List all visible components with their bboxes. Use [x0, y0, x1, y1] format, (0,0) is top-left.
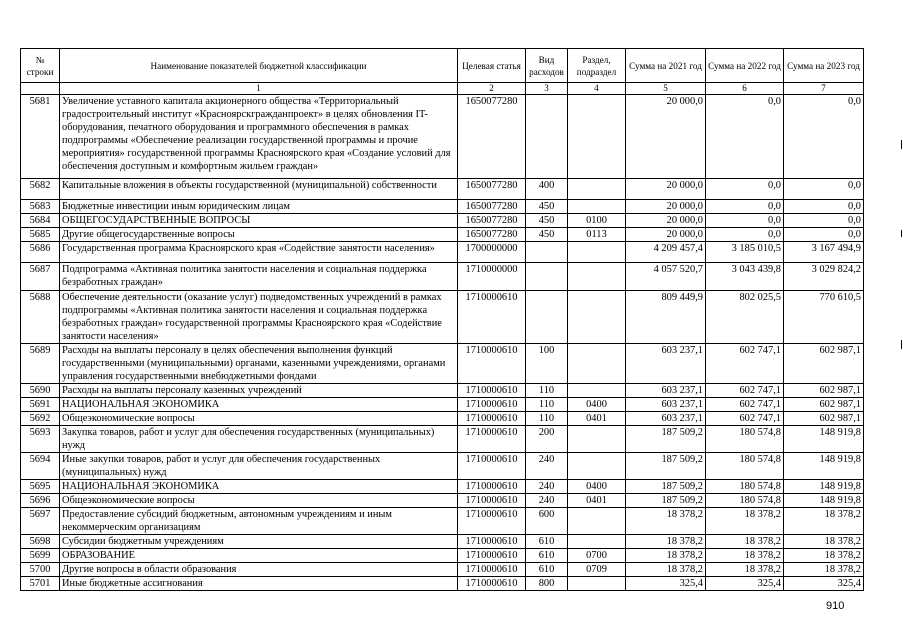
table-row [21, 95, 864, 179]
table-row [21, 412, 864, 426]
target-article: 1700000000 [458, 242, 526, 263]
target-article: 1710000610 [458, 577, 526, 591]
row-name: Общеэкономические вопросы [60, 412, 458, 426]
header-row-number: № строки [21, 49, 60, 83]
section-code [568, 95, 626, 179]
sum-2022: 602 747,1 [706, 398, 784, 412]
sum-2023: 148 919,8 [784, 480, 864, 494]
section-code: 0400 [568, 480, 626, 494]
table-row [21, 480, 864, 494]
table-row [21, 242, 864, 263]
row-name: Обеспечение деятельности (оказание услуг) подведомственных учреждений в рамках подпрограммы «Активная политика занятости населения и социальная поддержка безработных граждан» государственной программы Красноярского края «Содействие занятости населения» [60, 291, 458, 344]
table-row [21, 398, 864, 412]
sum-2021: 603 237,1 [626, 384, 706, 398]
target-article: 1710000610 [458, 412, 526, 426]
target-article: 1710000610 [458, 480, 526, 494]
target-article: 1710000610 [458, 453, 526, 480]
expense-type [526, 242, 568, 263]
sum-2021: 18 378,2 [626, 549, 706, 563]
sum-2023: 770 610,5 [784, 291, 864, 344]
target-article: 1650077280 [458, 179, 526, 200]
target-article: 1710000610 [458, 398, 526, 412]
header-sum-2023: Сумма на 2023 год [784, 49, 864, 83]
expense-type [526, 95, 568, 179]
sum-2023: 602 987,1 [784, 412, 864, 426]
expense-type: 110 [526, 384, 568, 398]
sum-2022: 3 185 010,5 [706, 242, 784, 263]
table-row [21, 563, 864, 577]
expense-type: 110 [526, 412, 568, 426]
sum-2022: 602 747,1 [706, 384, 784, 398]
column-number: 6 [706, 83, 784, 95]
sum-2022: 0,0 [706, 214, 784, 228]
sum-2022: 18 378,2 [706, 535, 784, 549]
table-row [21, 426, 864, 453]
sum-2022: 602 747,1 [706, 344, 784, 384]
sum-2023: 0,0 [784, 179, 864, 200]
header-name: Наименование показателей бюджетной классификации [60, 49, 458, 83]
sum-2023: 602 987,1 [784, 398, 864, 412]
section-code [568, 344, 626, 384]
table-row [21, 291, 864, 344]
row-number: 5700 [21, 563, 60, 577]
sum-2022: 180 574,8 [706, 494, 784, 508]
row-number: 5696 [21, 494, 60, 508]
table-row [21, 179, 864, 200]
sum-2023: 602 987,1 [784, 344, 864, 384]
table-row [21, 263, 864, 291]
sum-2023: 325,4 [784, 577, 864, 591]
row-number: 5697 [21, 508, 60, 535]
header-section: Раздел, подраздел [568, 49, 626, 83]
row-name: ОБРАЗОВАНИЕ [60, 549, 458, 563]
table-row [21, 535, 864, 549]
sum-2022: 802 025,5 [706, 291, 784, 344]
expense-type: 240 [526, 453, 568, 480]
sum-2022: 180 574,8 [706, 426, 784, 453]
column-number: 1 [60, 83, 458, 95]
row-number: 5694 [21, 453, 60, 480]
section-code [568, 453, 626, 480]
sum-2021: 20 000,0 [626, 200, 706, 214]
row-name: Другие вопросы в области образования [60, 563, 458, 577]
row-name: Расходы на выплаты персоналу казенных учреждений [60, 384, 458, 398]
sum-2023: 0,0 [784, 214, 864, 228]
expense-type: 450 [526, 214, 568, 228]
target-article: 1710000610 [458, 291, 526, 344]
row-number: 5695 [21, 480, 60, 494]
row-name: НАЦИОНАЛЬНАЯ ЭКОНОМИКА [60, 398, 458, 412]
expense-type: 240 [526, 494, 568, 508]
section-code: 0401 [568, 494, 626, 508]
target-article: 1710000610 [458, 494, 526, 508]
row-name: Субсидии бюджетным учреждениям [60, 535, 458, 549]
sum-2023: 18 378,2 [784, 535, 864, 549]
sum-2021: 187 509,2 [626, 426, 706, 453]
section-code: 0401 [568, 412, 626, 426]
target-article: 1710000610 [458, 426, 526, 453]
sum-2022: 18 378,2 [706, 563, 784, 577]
row-number: 5689 [21, 344, 60, 384]
section-code [568, 426, 626, 453]
row-number: 5701 [21, 577, 60, 591]
sum-2021: 809 449,9 [626, 291, 706, 344]
row-number: 5688 [21, 291, 60, 344]
section-code [568, 577, 626, 591]
row-name: Другие общегосударственные вопросы [60, 228, 458, 242]
row-number: 5683 [21, 200, 60, 214]
sum-2021: 603 237,1 [626, 412, 706, 426]
header-expense-type: Вид расходов [526, 49, 568, 83]
expense-type [526, 263, 568, 291]
table-row [21, 344, 864, 384]
sum-2022: 325,4 [706, 577, 784, 591]
sum-2023: 18 378,2 [784, 549, 864, 563]
row-name: Подпрограмма «Активная политика занятости населения и социальная поддержка безработных граждан» [60, 263, 458, 291]
column-number: 4 [568, 83, 626, 95]
table-row [21, 494, 864, 508]
target-article: 1710000610 [458, 535, 526, 549]
row-number: 5693 [21, 426, 60, 453]
sum-2023: 0,0 [784, 95, 864, 179]
sum-2022: 180 574,8 [706, 453, 784, 480]
row-name: Бюджетные инвестиции иным юридическим лицам [60, 200, 458, 214]
row-name: Расходы на выплаты персоналу в целях обеспечения выполнения функций государственными (муниципальными) органами, казенными учреждениями, органами управления государственными внебюджетными фондами [60, 344, 458, 384]
sum-2023: 602 987,1 [784, 384, 864, 398]
sum-2021: 18 378,2 [626, 508, 706, 535]
row-number: 5682 [21, 179, 60, 200]
target-article: 1710000610 [458, 549, 526, 563]
expense-type: 610 [526, 563, 568, 577]
expense-type: 200 [526, 426, 568, 453]
row-name: НАЦИОНАЛЬНАЯ ЭКОНОМИКА [60, 480, 458, 494]
expense-type: 400 [526, 179, 568, 200]
sum-2022: 18 378,2 [706, 549, 784, 563]
sum-2021: 325,4 [626, 577, 706, 591]
sum-2023: 18 378,2 [784, 508, 864, 535]
sum-2022: 0,0 [706, 95, 784, 179]
section-code [568, 263, 626, 291]
sum-2021: 187 509,2 [626, 480, 706, 494]
header-target-article: Целевая статья [458, 49, 526, 83]
column-number: 7 [784, 83, 864, 95]
sum-2021: 20 000,0 [626, 179, 706, 200]
row-name: Капитальные вложения в объекты государственной (муниципальной) собственности [60, 179, 458, 200]
table-row [21, 214, 864, 228]
column-number [21, 83, 60, 95]
section-code [568, 508, 626, 535]
sum-2023: 3 167 494,9 [784, 242, 864, 263]
section-code: 0113 [568, 228, 626, 242]
sum-2023: 148 919,8 [784, 453, 864, 480]
section-code: 0709 [568, 563, 626, 577]
sum-2021: 4 057 520,7 [626, 263, 706, 291]
budget-table [20, 48, 864, 591]
sum-2023: 148 919,8 [784, 426, 864, 453]
margin-mark [901, 340, 902, 349]
section-code: 0700 [568, 549, 626, 563]
row-number: 5691 [21, 398, 60, 412]
section-code [568, 179, 626, 200]
expense-type: 450 [526, 200, 568, 214]
row-name: Предоставление субсидий бюджетным, автономным учреждениям и иным некоммерческим организациям [60, 508, 458, 535]
target-article: 1710000610 [458, 344, 526, 384]
section-code [568, 291, 626, 344]
header-row [21, 49, 864, 83]
row-name: Общеэкономические вопросы [60, 494, 458, 508]
target-article: 1650077280 [458, 95, 526, 179]
sum-2022: 180 574,8 [706, 480, 784, 494]
sum-2021: 4 209 457,4 [626, 242, 706, 263]
sum-2022: 0,0 [706, 179, 784, 200]
row-number: 5681 [21, 95, 60, 179]
row-name: Закупка товаров, работ и услуг для обеспечения государственных (муниципальных) нужд [60, 426, 458, 453]
column-number: 5 [626, 83, 706, 95]
row-name: Иные закупки товаров, работ и услуг для обеспечения государственных (муниципальных) нужд [60, 453, 458, 480]
sum-2023: 0,0 [784, 228, 864, 242]
row-number: 5699 [21, 549, 60, 563]
expense-type: 240 [526, 480, 568, 494]
row-name: Государственная программа Красноярского края «Содействие занятости населения» [60, 242, 458, 263]
sum-2021: 20 000,0 [626, 95, 706, 179]
sum-2023: 148 919,8 [784, 494, 864, 508]
header-sum-2022: Сумма на 2022 год [706, 49, 784, 83]
target-article: 1650077280 [458, 228, 526, 242]
expense-type: 600 [526, 508, 568, 535]
section-code: 0100 [568, 214, 626, 228]
target-article: 1650077280 [458, 200, 526, 214]
sum-2021: 187 509,2 [626, 494, 706, 508]
row-number: 5686 [21, 242, 60, 263]
sum-2023: 0,0 [784, 200, 864, 214]
target-article: 1710000610 [458, 508, 526, 535]
section-code [568, 200, 626, 214]
header-sum-2021: Сумма на 2021 год [626, 49, 706, 83]
sum-2021: 18 378,2 [626, 535, 706, 549]
table-row [21, 200, 864, 214]
sum-2022: 0,0 [706, 200, 784, 214]
row-name: ОБЩЕГОСУДАРСТВЕННЫЕ ВОПРОСЫ [60, 214, 458, 228]
column-number-row [21, 83, 864, 95]
row-number: 5685 [21, 228, 60, 242]
target-article: 1650077280 [458, 214, 526, 228]
section-code [568, 535, 626, 549]
row-number: 5690 [21, 384, 60, 398]
sum-2021: 603 237,1 [626, 344, 706, 384]
sum-2021: 20 000,0 [626, 228, 706, 242]
sum-2021: 187 509,2 [626, 453, 706, 480]
section-code [568, 384, 626, 398]
sum-2023: 18 378,2 [784, 563, 864, 577]
row-number: 5687 [21, 263, 60, 291]
table-row [21, 228, 864, 242]
budget-sheet [20, 48, 864, 591]
row-name: Увеличение уставного капитала акционерного общества «Территориальный градостроительный институт «Красноярскгражданпроект» в целях обновления IT-оборудования, печатного оборудования и программного обеспечения в рамках подпрограммы «Обеспечение реализации государственной программы и прочие мероприятия» государственной программы Красноярского края «Создание условий для обеспечения доступным и комфортным жильем граждан» [60, 95, 458, 179]
margin-mark [901, 230, 902, 237]
row-number: 5698 [21, 535, 60, 549]
expense-type: 610 [526, 549, 568, 563]
row-name: Иные бюджетные ассигнования [60, 577, 458, 591]
expense-type: 610 [526, 535, 568, 549]
section-code [568, 242, 626, 263]
row-number: 5684 [21, 214, 60, 228]
expense-type: 800 [526, 577, 568, 591]
expense-type: 450 [526, 228, 568, 242]
sum-2021: 20 000,0 [626, 214, 706, 228]
column-number: 2 [458, 83, 526, 95]
target-article: 1710000610 [458, 384, 526, 398]
target-article: 1710000610 [458, 563, 526, 577]
table-row [21, 577, 864, 591]
table-row [21, 453, 864, 480]
sum-2021: 603 237,1 [626, 398, 706, 412]
expense-type [526, 291, 568, 344]
column-number: 3 [526, 83, 568, 95]
expense-type: 110 [526, 398, 568, 412]
sum-2023: 3 029 824,2 [784, 263, 864, 291]
row-number: 5692 [21, 412, 60, 426]
table-row [21, 549, 864, 563]
margin-mark [901, 140, 902, 149]
section-code: 0400 [568, 398, 626, 412]
sum-2022: 3 043 439,8 [706, 263, 784, 291]
expense-type: 100 [526, 344, 568, 384]
table-row [21, 508, 864, 535]
sum-2022: 602 747,1 [706, 412, 784, 426]
sum-2022: 0,0 [706, 228, 784, 242]
sum-2022: 18 378,2 [706, 508, 784, 535]
sum-2021: 18 378,2 [626, 563, 706, 577]
page-number: 910 [826, 600, 845, 612]
target-article: 1710000000 [458, 263, 526, 291]
table-row [21, 384, 864, 398]
